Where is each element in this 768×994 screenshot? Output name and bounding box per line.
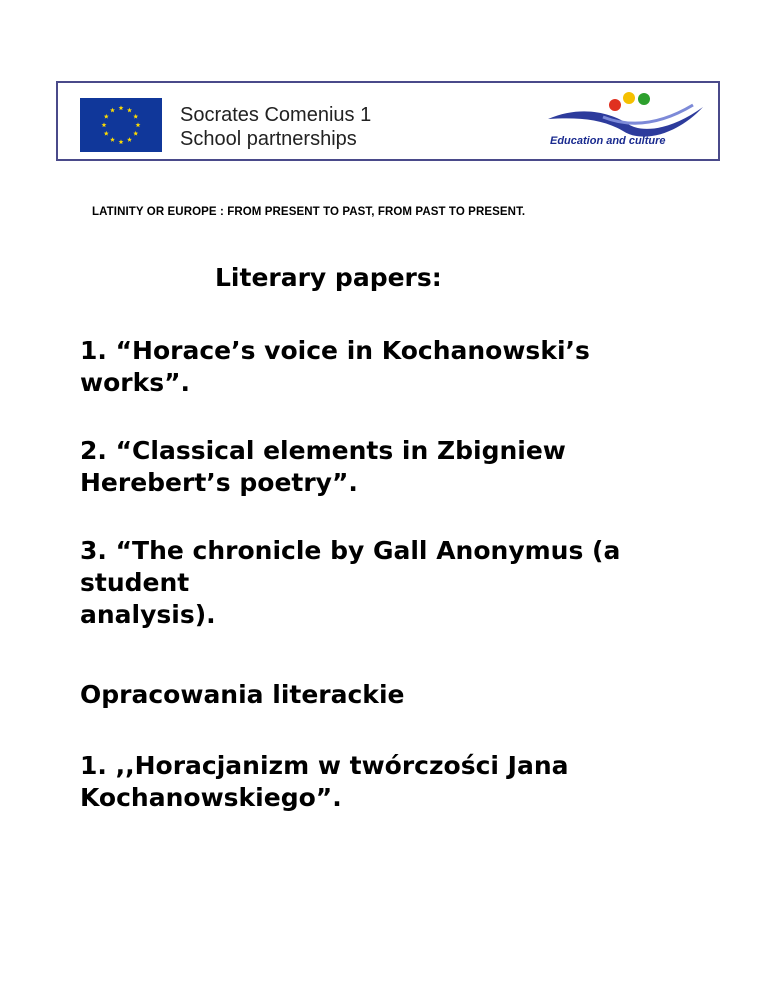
polish-paper-1: 1. ,,Horacjanizm w twórczości Jana Kochanowskiego”. [80,751,569,812]
program-line-2: School partnerships [180,128,357,150]
program-line-1: Socrates Comenius 1 [180,104,372,126]
english-paper-3: 3. “The chronicle by Gall Anonymus (a student analysis). [80,536,621,629]
polish-section-title: Opracowania literackie [80,680,405,709]
education-culture-logo-icon [543,89,713,159]
header-banner [56,81,720,161]
program-title [180,103,371,151]
education-culture-caption: Education and culture [550,135,666,147]
english-paper-2: 2. “Classical elements in Zbigniew Herebert’s poetry”. [80,436,566,497]
eu-flag-icon [80,98,162,152]
english-section-title: Literary papers: [215,263,442,292]
project-title: LATINITY OR EUROPE : FROM PRESENT TO PAST, FROM PAST TO PRESENT. [92,206,526,218]
english-paper-1: 1. “Horace’s voice in Kochanowski’s works”. [80,336,590,397]
